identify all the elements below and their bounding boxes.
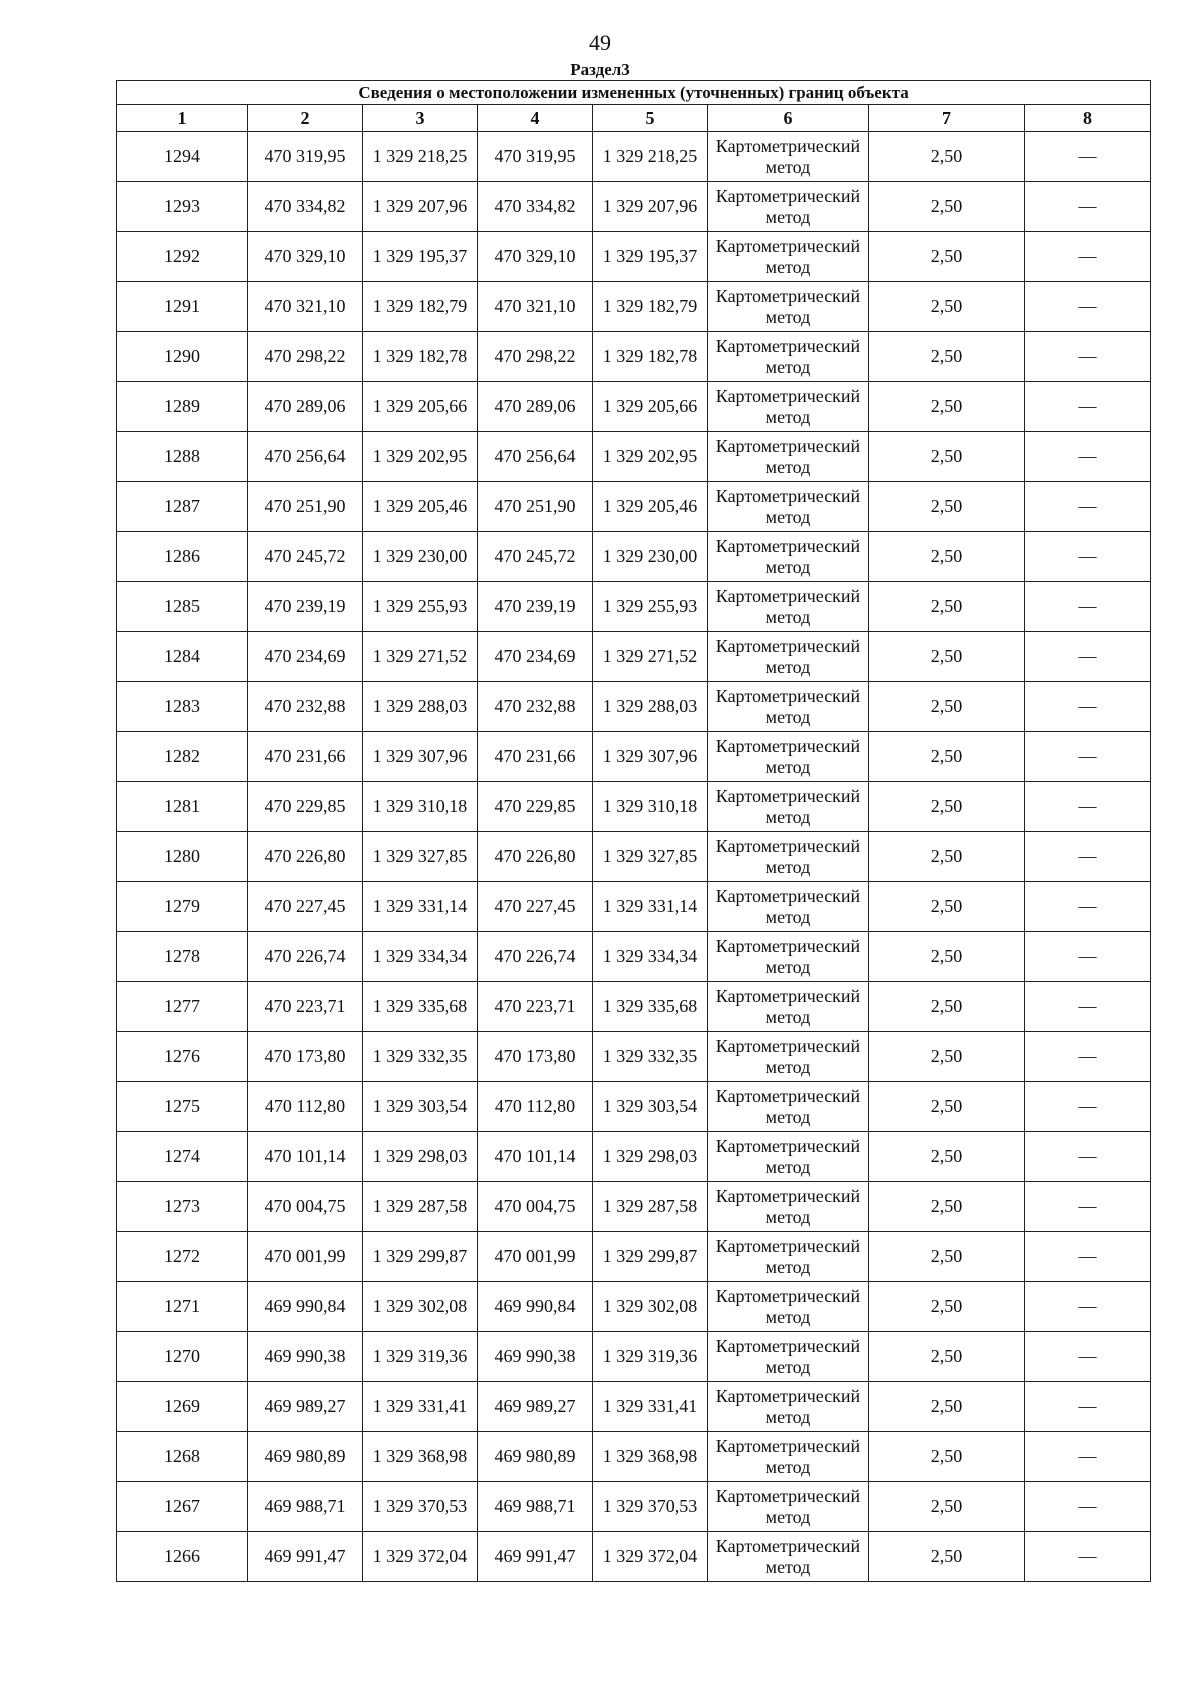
note-cell: — — [1025, 1082, 1151, 1132]
point-number-cell: 1274 — [117, 1132, 248, 1182]
note-cell: — — [1025, 1132, 1151, 1182]
page-number: 49 — [589, 30, 611, 55]
table-row — [117, 1232, 1151, 1282]
accuracy-cell: 2,50 — [869, 332, 1025, 382]
accuracy-cell: 2,50 — [869, 432, 1025, 482]
y-refined-cell: 1 329 182,78 — [593, 332, 708, 382]
x-existing-cell: 469 990,84 — [248, 1282, 363, 1332]
table-caption: Сведения о местоположении измененных (уточненных) границ объекта — [117, 81, 1151, 105]
table-row — [117, 732, 1151, 782]
x-refined-cell: 470 173,80 — [478, 1032, 593, 1082]
y-refined-cell: 1 329 327,85 — [593, 832, 708, 882]
accuracy-cell: 2,50 — [869, 1032, 1025, 1082]
method-cell: Картометрический метод — [708, 1132, 869, 1182]
y-existing-cell: 1 329 182,79 — [363, 282, 478, 332]
x-existing-cell: 470 173,80 — [248, 1032, 363, 1082]
table-row — [117, 1282, 1151, 1332]
note-cell: — — [1025, 882, 1151, 932]
section-title: Раздел3 — [570, 60, 630, 79]
y-refined-cell: 1 329 299,87 — [593, 1232, 708, 1282]
note-cell: — — [1025, 1182, 1151, 1232]
y-existing-cell: 1 329 288,03 — [363, 682, 478, 732]
column-header-3: 3 — [363, 105, 478, 132]
accuracy-cell: 2,50 — [869, 1382, 1025, 1432]
y-existing-cell: 1 329 205,66 — [363, 382, 478, 432]
point-number-cell: 1275 — [117, 1082, 248, 1132]
x-refined-cell: 469 980,89 — [478, 1432, 593, 1482]
x-existing-cell: 470 227,45 — [248, 882, 363, 932]
y-existing-cell: 1 329 195,37 — [363, 232, 478, 282]
accuracy-cell: 2,50 — [869, 132, 1025, 182]
y-existing-cell: 1 329 307,96 — [363, 732, 478, 782]
x-existing-cell: 470 245,72 — [248, 532, 363, 582]
x-existing-cell: 470 101,14 — [248, 1132, 363, 1182]
note-cell: — — [1025, 632, 1151, 682]
column-header-1: 1 — [117, 105, 248, 132]
y-refined-cell: 1 329 205,46 — [593, 482, 708, 532]
point-number-cell: 1266 — [117, 1532, 248, 1582]
x-refined-cell: 470 226,80 — [478, 832, 593, 882]
accuracy-cell: 2,50 — [869, 1482, 1025, 1532]
boundary-coordinates-table — [116, 80, 1151, 1582]
point-number-cell: 1281 — [117, 782, 248, 832]
x-refined-cell: 470 245,72 — [478, 532, 593, 582]
table-row — [117, 882, 1151, 932]
y-existing-cell: 1 329 310,18 — [363, 782, 478, 832]
x-existing-cell: 470 239,19 — [248, 582, 363, 632]
x-existing-cell: 470 223,71 — [248, 982, 363, 1032]
point-number-cell: 1294 — [117, 132, 248, 182]
accuracy-cell: 2,50 — [869, 582, 1025, 632]
point-number-cell: 1286 — [117, 532, 248, 582]
y-refined-cell: 1 329 255,93 — [593, 582, 708, 632]
x-refined-cell: 470 232,88 — [478, 682, 593, 732]
x-refined-cell: 470 223,71 — [478, 982, 593, 1032]
y-existing-cell: 1 329 218,25 — [363, 132, 478, 182]
table-row — [117, 682, 1151, 732]
x-refined-cell: 470 321,10 — [478, 282, 593, 332]
note-cell: — — [1025, 1032, 1151, 1082]
point-number-cell: 1278 — [117, 932, 248, 982]
table-row — [117, 782, 1151, 832]
y-existing-cell: 1 329 331,14 — [363, 882, 478, 932]
point-number-cell: 1268 — [117, 1432, 248, 1482]
method-cell: Картометрический метод — [708, 1382, 869, 1432]
table-row — [117, 1382, 1151, 1432]
x-existing-cell: 470 289,06 — [248, 382, 363, 432]
accuracy-cell: 2,50 — [869, 1282, 1025, 1332]
accuracy-cell: 2,50 — [869, 382, 1025, 432]
y-refined-cell: 1 329 331,14 — [593, 882, 708, 932]
y-existing-cell: 1 329 327,85 — [363, 832, 478, 882]
x-refined-cell: 470 234,69 — [478, 632, 593, 682]
point-number-cell: 1272 — [117, 1232, 248, 1282]
note-cell: — — [1025, 482, 1151, 532]
y-refined-cell: 1 329 207,96 — [593, 182, 708, 232]
table-row — [117, 532, 1151, 582]
method-cell: Картометрический метод — [708, 482, 869, 532]
table-row — [117, 1032, 1151, 1082]
note-cell: — — [1025, 182, 1151, 232]
note-cell: — — [1025, 232, 1151, 282]
x-existing-cell: 470 226,74 — [248, 932, 363, 982]
method-cell: Картометрический метод — [708, 732, 869, 782]
point-number-cell: 1267 — [117, 1482, 248, 1532]
table-row — [117, 1082, 1151, 1132]
method-cell: Картометрический метод — [708, 982, 869, 1032]
y-existing-cell: 1 329 298,03 — [363, 1132, 478, 1182]
x-refined-cell: 470 239,19 — [478, 582, 593, 632]
y-refined-cell: 1 329 195,37 — [593, 232, 708, 282]
column-header-8: 8 — [1025, 105, 1151, 132]
x-refined-cell: 470 256,64 — [478, 432, 593, 482]
note-cell: — — [1025, 582, 1151, 632]
y-refined-cell: 1 329 205,66 — [593, 382, 708, 432]
point-number-cell: 1279 — [117, 882, 248, 932]
y-refined-cell: 1 329 335,68 — [593, 982, 708, 1032]
accuracy-cell: 2,50 — [869, 532, 1025, 582]
table-row — [117, 432, 1151, 482]
y-refined-cell: 1 329 230,00 — [593, 532, 708, 582]
x-existing-cell: 470 231,66 — [248, 732, 363, 782]
y-existing-cell: 1 329 332,35 — [363, 1032, 478, 1082]
point-number-cell: 1291 — [117, 282, 248, 332]
method-cell: Картометрический метод — [708, 1182, 869, 1232]
table-row — [117, 1182, 1151, 1232]
method-cell: Картометрический метод — [708, 1332, 869, 1382]
accuracy-cell: 2,50 — [869, 1332, 1025, 1382]
point-number-cell: 1284 — [117, 632, 248, 682]
method-cell: Картометрический метод — [708, 1032, 869, 1082]
x-existing-cell: 469 980,89 — [248, 1432, 363, 1482]
x-refined-cell: 470 251,90 — [478, 482, 593, 532]
note-cell: — — [1025, 332, 1151, 382]
y-refined-cell: 1 329 332,35 — [593, 1032, 708, 1082]
note-cell: — — [1025, 382, 1151, 432]
y-refined-cell: 1 329 368,98 — [593, 1432, 708, 1482]
y-refined-cell: 1 329 271,52 — [593, 632, 708, 682]
table-body — [117, 132, 1151, 1582]
y-existing-cell: 1 329 335,68 — [363, 982, 478, 1032]
point-number-cell: 1282 — [117, 732, 248, 782]
accuracy-cell: 2,50 — [869, 782, 1025, 832]
accuracy-cell: 2,50 — [869, 232, 1025, 282]
x-refined-cell: 469 988,71 — [478, 1482, 593, 1532]
x-existing-cell: 469 988,71 — [248, 1482, 363, 1532]
table-caption-row — [117, 81, 1151, 105]
x-refined-cell: 470 101,14 — [478, 1132, 593, 1182]
y-refined-cell: 1 329 334,34 — [593, 932, 708, 982]
y-refined-cell: 1 329 287,58 — [593, 1182, 708, 1232]
table-row — [117, 1332, 1151, 1382]
x-refined-cell: 470 112,80 — [478, 1082, 593, 1132]
y-refined-cell: 1 329 218,25 — [593, 132, 708, 182]
table-row — [117, 282, 1151, 332]
accuracy-cell: 2,50 — [869, 482, 1025, 532]
method-cell: Картометрический метод — [708, 1082, 869, 1132]
point-number-cell: 1290 — [117, 332, 248, 382]
y-refined-cell: 1 329 202,95 — [593, 432, 708, 482]
x-refined-cell: 470 319,95 — [478, 132, 593, 182]
note-cell: — — [1025, 832, 1151, 882]
x-refined-cell: 469 990,38 — [478, 1332, 593, 1382]
x-refined-cell: 470 289,06 — [478, 382, 593, 432]
table-row — [117, 1482, 1151, 1532]
x-refined-cell: 469 990,84 — [478, 1282, 593, 1332]
x-refined-cell: 470 226,74 — [478, 932, 593, 982]
y-refined-cell: 1 329 182,79 — [593, 282, 708, 332]
y-existing-cell: 1 329 182,78 — [363, 332, 478, 382]
note-cell: — — [1025, 782, 1151, 832]
y-refined-cell: 1 329 298,03 — [593, 1132, 708, 1182]
accuracy-cell: 2,50 — [869, 1532, 1025, 1582]
method-cell: Картометрический метод — [708, 782, 869, 832]
accuracy-cell: 2,50 — [869, 732, 1025, 782]
method-cell: Картометрический метод — [708, 932, 869, 982]
column-header-2: 2 — [248, 105, 363, 132]
column-number-row — [117, 105, 1151, 132]
x-refined-cell: 470 329,10 — [478, 232, 593, 282]
x-refined-cell: 469 989,27 — [478, 1382, 593, 1432]
method-cell: Картометрический метод — [708, 632, 869, 682]
note-cell: — — [1025, 532, 1151, 582]
note-cell: — — [1025, 432, 1151, 482]
accuracy-cell: 2,50 — [869, 932, 1025, 982]
x-existing-cell: 469 990,38 — [248, 1332, 363, 1382]
note-cell: — — [1025, 282, 1151, 332]
note-cell: — — [1025, 732, 1151, 782]
y-refined-cell: 1 329 370,53 — [593, 1482, 708, 1532]
point-number-cell: 1269 — [117, 1382, 248, 1432]
x-existing-cell: 470 232,88 — [248, 682, 363, 732]
x-existing-cell: 470 229,85 — [248, 782, 363, 832]
table-row — [117, 1432, 1151, 1482]
x-existing-cell: 470 004,75 — [248, 1182, 363, 1232]
note-cell: — — [1025, 1482, 1151, 1532]
method-cell: Картометрический метод — [708, 1532, 869, 1582]
method-cell: Картометрический метод — [708, 532, 869, 582]
x-refined-cell: 470 334,82 — [478, 182, 593, 232]
point-number-cell: 1288 — [117, 432, 248, 482]
point-number-cell: 1277 — [117, 982, 248, 1032]
y-existing-cell: 1 329 303,54 — [363, 1082, 478, 1132]
accuracy-cell: 2,50 — [869, 1232, 1025, 1282]
y-existing-cell: 1 329 255,93 — [363, 582, 478, 632]
x-refined-cell: 470 231,66 — [478, 732, 593, 782]
accuracy-cell: 2,50 — [869, 1132, 1025, 1182]
column-header-6: 6 — [708, 105, 869, 132]
y-existing-cell: 1 329 207,96 — [363, 182, 478, 232]
method-cell: Картометрический метод — [708, 832, 869, 882]
y-existing-cell: 1 329 331,41 — [363, 1382, 478, 1432]
method-cell: Картометрический метод — [708, 182, 869, 232]
accuracy-cell: 2,50 — [869, 1182, 1025, 1232]
note-cell: — — [1025, 932, 1151, 982]
y-existing-cell: 1 329 302,08 — [363, 1282, 478, 1332]
method-cell: Картометрический метод — [708, 432, 869, 482]
x-existing-cell: 470 234,69 — [248, 632, 363, 682]
table-row — [117, 232, 1151, 282]
x-existing-cell: 469 991,47 — [248, 1532, 363, 1582]
point-number-cell: 1285 — [117, 582, 248, 632]
method-cell: Картометрический метод — [708, 1232, 869, 1282]
note-cell: — — [1025, 1382, 1151, 1432]
point-number-cell: 1287 — [117, 482, 248, 532]
y-existing-cell: 1 329 202,95 — [363, 432, 478, 482]
x-existing-cell: 470 329,10 — [248, 232, 363, 282]
x-refined-cell: 470 001,99 — [478, 1232, 593, 1282]
column-header-7: 7 — [869, 105, 1025, 132]
y-refined-cell: 1 329 331,41 — [593, 1382, 708, 1432]
y-refined-cell: 1 329 319,36 — [593, 1332, 708, 1382]
x-refined-cell: 470 227,45 — [478, 882, 593, 932]
note-cell: — — [1025, 132, 1151, 182]
point-number-cell: 1273 — [117, 1182, 248, 1232]
y-existing-cell: 1 329 372,04 — [363, 1532, 478, 1582]
note-cell: — — [1025, 1532, 1151, 1582]
point-number-cell: 1276 — [117, 1032, 248, 1082]
method-cell: Картометрический метод — [708, 882, 869, 932]
accuracy-cell: 2,50 — [869, 982, 1025, 1032]
x-existing-cell: 470 334,82 — [248, 182, 363, 232]
x-existing-cell: 470 319,95 — [248, 132, 363, 182]
x-refined-cell: 470 229,85 — [478, 782, 593, 832]
x-existing-cell: 470 001,99 — [248, 1232, 363, 1282]
note-cell: — — [1025, 1432, 1151, 1482]
table-row — [117, 1132, 1151, 1182]
table-row — [117, 632, 1151, 682]
x-existing-cell: 470 226,80 — [248, 832, 363, 882]
column-header-4: 4 — [478, 105, 593, 132]
method-cell: Картометрический метод — [708, 132, 869, 182]
y-existing-cell: 1 329 271,52 — [363, 632, 478, 682]
y-existing-cell: 1 329 370,53 — [363, 1482, 478, 1532]
y-existing-cell: 1 329 299,87 — [363, 1232, 478, 1282]
point-number-cell: 1293 — [117, 182, 248, 232]
table-row — [117, 582, 1151, 632]
y-refined-cell: 1 329 302,08 — [593, 1282, 708, 1332]
column-header-5: 5 — [593, 105, 708, 132]
x-refined-cell: 469 991,47 — [478, 1532, 593, 1582]
y-existing-cell: 1 329 334,34 — [363, 932, 478, 982]
y-existing-cell: 1 329 319,36 — [363, 1332, 478, 1382]
accuracy-cell: 2,50 — [869, 832, 1025, 882]
point-number-cell: 1289 — [117, 382, 248, 432]
point-number-cell: 1283 — [117, 682, 248, 732]
y-refined-cell: 1 329 288,03 — [593, 682, 708, 732]
point-number-cell: 1270 — [117, 1332, 248, 1382]
accuracy-cell: 2,50 — [869, 682, 1025, 732]
note-cell: — — [1025, 682, 1151, 732]
method-cell: Картометрический метод — [708, 382, 869, 432]
x-existing-cell: 470 298,22 — [248, 332, 363, 382]
y-existing-cell: 1 329 287,58 — [363, 1182, 478, 1232]
accuracy-cell: 2,50 — [869, 1082, 1025, 1132]
accuracy-cell: 2,50 — [869, 1432, 1025, 1482]
table-row — [117, 382, 1151, 432]
accuracy-cell: 2,50 — [869, 632, 1025, 682]
y-existing-cell: 1 329 230,00 — [363, 532, 478, 582]
method-cell: Картометрический метод — [708, 1482, 869, 1532]
y-refined-cell: 1 329 303,54 — [593, 1082, 708, 1132]
note-cell: — — [1025, 1282, 1151, 1332]
table-row — [117, 132, 1151, 182]
y-existing-cell: 1 329 205,46 — [363, 482, 478, 532]
y-existing-cell: 1 329 368,98 — [363, 1432, 478, 1482]
table-row — [117, 832, 1151, 882]
table-row — [117, 182, 1151, 232]
method-cell: Картометрический метод — [708, 1282, 869, 1332]
x-refined-cell: 470 004,75 — [478, 1182, 593, 1232]
point-number-cell: 1271 — [117, 1282, 248, 1332]
method-cell: Картометрический метод — [708, 232, 869, 282]
accuracy-cell: 2,50 — [869, 182, 1025, 232]
table-row — [117, 482, 1151, 532]
accuracy-cell: 2,50 — [869, 282, 1025, 332]
note-cell: — — [1025, 1232, 1151, 1282]
table-row — [117, 932, 1151, 982]
method-cell: Картометрический метод — [708, 1432, 869, 1482]
y-refined-cell: 1 329 307,96 — [593, 732, 708, 782]
x-existing-cell: 469 989,27 — [248, 1382, 363, 1432]
point-number-cell: 1280 — [117, 832, 248, 882]
note-cell: — — [1025, 982, 1151, 1032]
table-row — [117, 332, 1151, 382]
accuracy-cell: 2,50 — [869, 882, 1025, 932]
method-cell: Картометрический метод — [708, 332, 869, 382]
table-head — [117, 81, 1151, 132]
x-refined-cell: 470 298,22 — [478, 332, 593, 382]
point-number-cell: 1292 — [117, 232, 248, 282]
method-cell: Картометрический метод — [708, 582, 869, 632]
method-cell: Картометрический метод — [708, 682, 869, 732]
x-existing-cell: 470 251,90 — [248, 482, 363, 532]
table-row — [117, 1532, 1151, 1582]
x-existing-cell: 470 321,10 — [248, 282, 363, 332]
table-row — [117, 982, 1151, 1032]
y-refined-cell: 1 329 372,04 — [593, 1532, 708, 1582]
note-cell: — — [1025, 1332, 1151, 1382]
method-cell: Картометрический метод — [708, 282, 869, 332]
x-existing-cell: 470 112,80 — [248, 1082, 363, 1132]
x-existing-cell: 470 256,64 — [248, 432, 363, 482]
y-refined-cell: 1 329 310,18 — [593, 782, 708, 832]
